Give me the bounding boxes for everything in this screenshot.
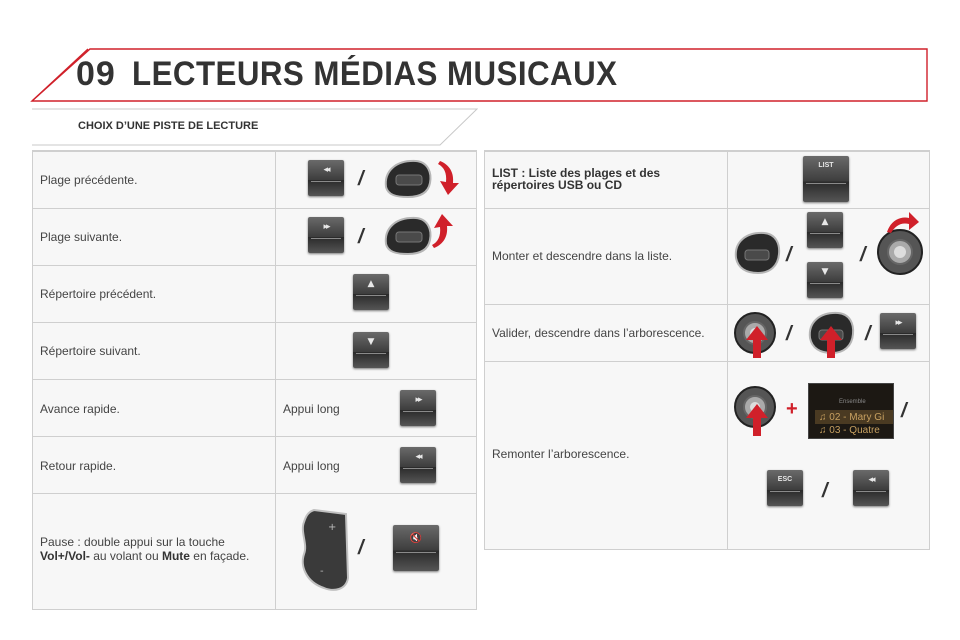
esc-button[interactable] [767,470,803,506]
down-arrow-icon [434,157,462,197]
folder-up-rewind-button[interactable] [853,470,889,506]
row-text: Retour rapide. [40,459,117,473]
rewind-icon: ◂◂ [323,165,329,175]
next-track-button[interactable] [308,217,344,253]
fast-forward-button[interactable] [400,390,436,426]
rewind-icon: ◂◂ [415,452,421,462]
up-arrow-icon [428,212,456,252]
or-separator: / [901,400,907,422]
up-arrow-icon [746,326,768,358]
vol-keyword: Vol+/Vol- [40,549,90,563]
steering-control-stalk[interactable] [732,230,782,276]
down-triangle-icon: ▼ [367,337,375,347]
rewind-button[interactable] [400,447,436,483]
up-arrow-icon [820,326,842,358]
row-text: Avance rapide. [40,402,120,416]
rotate-arrow-icon [885,212,919,234]
list-up-button[interactable] [807,212,843,248]
or-separator: / [786,244,792,266]
fast-forward-icon: ▸▸ [415,395,421,405]
list-button[interactable] [803,156,849,202]
volume-stalk[interactable] [290,508,350,594]
pause-instructions [40,535,272,563]
volume-minus-label: - [320,566,324,577]
row-text: Répertoire précédent. [40,287,157,301]
or-separator: / [786,323,792,345]
display-screen [808,383,894,439]
plus-separator: + [786,398,798,420]
next-folder-button[interactable] [353,332,389,368]
esc-label: ESC [777,476,793,483]
pause-text-end: en façade. [189,549,250,563]
long-press-note: Appui long [283,459,340,473]
rewind-icon: ◂◂ [868,475,874,485]
row-text: Plage précédente. [40,173,138,187]
long-press-note: Appui long [283,402,340,416]
select-next-button[interactable] [880,313,916,349]
display-line2: ♫ 03 - Quatre [819,425,880,436]
list-description [492,167,660,191]
page-title: LECTEURS MÉDIAS MUSICAUX [132,55,618,93]
row-text: Remonter l’arborescence. [492,447,630,461]
row-text: Répertoire suivant. [40,344,141,358]
list-text-line1: LIST : Liste des plages et des [492,166,661,180]
row-text: Monter et descendre dans la liste. [492,249,673,263]
previous-track-button[interactable] [308,160,344,196]
or-separator: / [865,323,871,345]
pause-text-line1: Pause : double appui sur la touche [40,535,225,549]
row-text: Plage suivante. [40,230,123,244]
down-triangle-icon: ▼ [821,267,829,277]
chapter-number: 09 [76,55,116,93]
or-separator: / [860,244,866,266]
list-down-button[interactable] [807,262,843,298]
up-arrow-icon [746,404,768,436]
mute-button[interactable] [393,525,439,571]
or-separator: / [358,226,364,248]
up-triangle-icon: ▲ [367,279,375,289]
steering-control-stalk[interactable] [382,157,434,199]
mute-keyword: Mute [161,549,190,563]
list-text-line2: répertoires USB ou CD [492,178,623,192]
pause-text-mid: au volant ou [89,549,162,563]
display-line0: Ensemble [839,399,866,405]
steering-control-stalk[interactable] [382,214,434,256]
list-label: LIST [818,162,834,169]
fast-forward-icon: ▸▸ [323,222,329,232]
row-text: Valider, descendre dans l’arborescence. [492,326,705,340]
display-line1: ♫ 02 - Mary Gi [819,412,885,423]
mute-icon: 🔇 [409,533,423,544]
or-separator: / [822,480,828,502]
previous-folder-button[interactable] [353,274,389,310]
or-separator: / [358,537,364,559]
rotary-knob[interactable] [876,228,924,276]
up-triangle-icon: ▲ [821,217,829,227]
or-separator: / [358,168,364,190]
fast-forward-icon: ▸▸ [895,318,901,328]
volume-plus-label: + [328,522,337,533]
section-title: CHOIX D’UNE PISTE DE LECTURE [78,120,259,132]
